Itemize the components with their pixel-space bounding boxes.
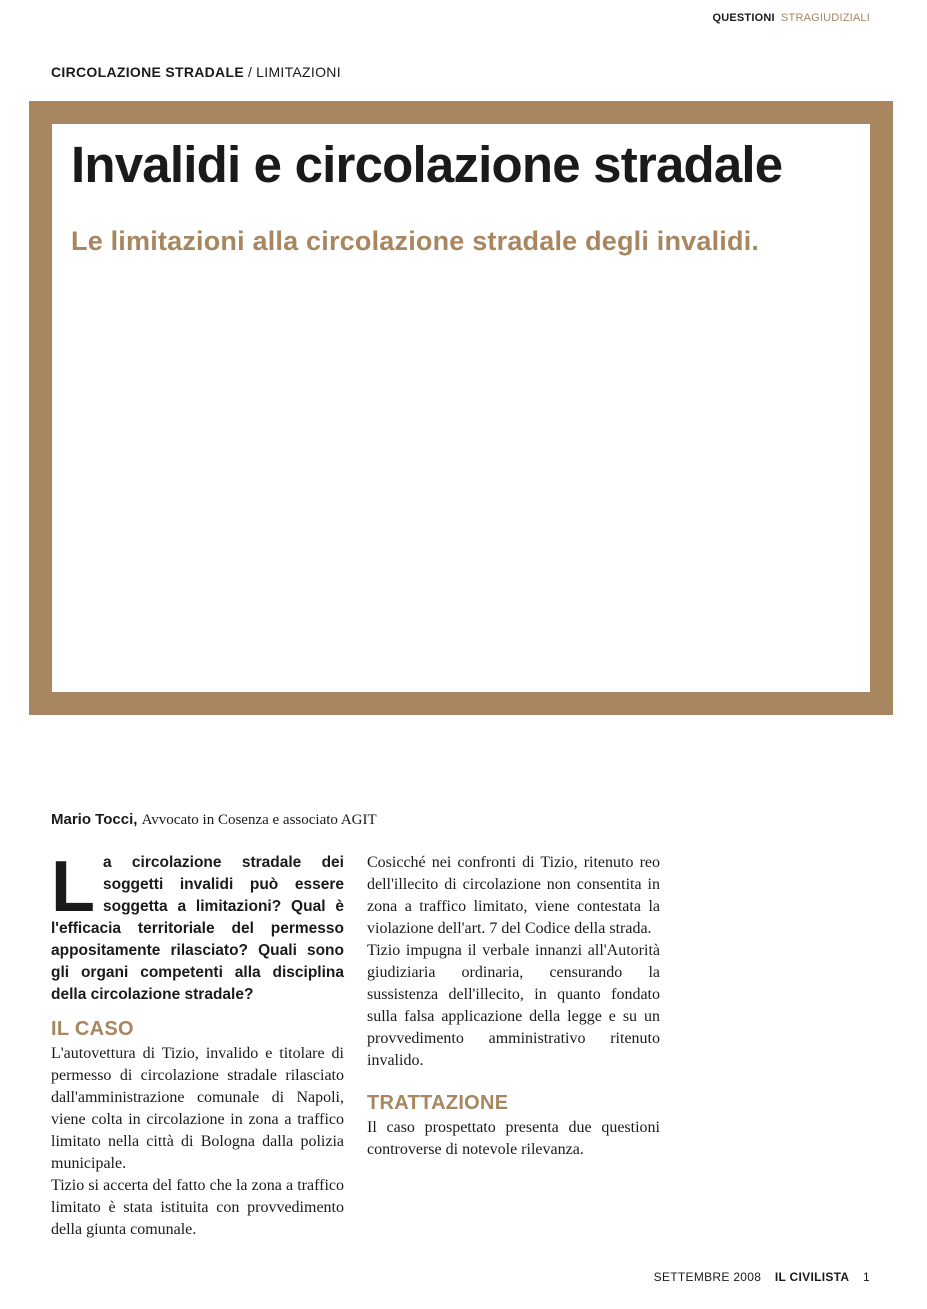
page-footer — [654, 1270, 870, 1284]
article-subtitle: Le limitazioni alla circolazione stradale degli invalidi. — [71, 226, 760, 256]
heading-il-caso: IL CASO — [51, 1018, 134, 1040]
article-title: Invalidi e circolazione stradale — [71, 136, 783, 193]
byline — [51, 811, 377, 829]
title-frame-inner — [52, 124, 870, 692]
running-head — [712, 12, 870, 24]
caso-paragraph-1: L'autovettura di Tizio, invalido e titolare di permesso di circolazione stradale rilasciato dall'amministrazione comunale di Napoli, viene colta in circolazione in zona a traffico limitato nella città di Bologna dalla polizia municipale. — [51, 1045, 344, 1172]
kicker-topic: LIMITAZIONI — [256, 64, 341, 80]
section-kicker — [51, 64, 341, 80]
running-head-secondary: STRAGIUDIZIALI — [781, 12, 870, 24]
drop-cap: L — [51, 847, 95, 927]
kicker-section: CIRCOLAZIONE STRADALE — [51, 64, 244, 80]
column-left — [51, 847, 344, 1241]
kicker-separator: / — [247, 64, 253, 80]
caso-paragraph-3: Cosicché nei confronti di Tizio, ritenuto reo dell'illecito di circolazione non consentita in zona a traffico limitato, viene contestata la violazione dell'art. 7 del Codice della strada. — [367, 854, 660, 937]
footer-issue: SETTEMBRE 2008 — [653, 1270, 762, 1284]
caso-paragraph-4: Tizio impugna il verbale innanzi all'Autorità giudiziaria ordinaria, censurando la sussistenza dell'illecito, in quanto fondato sulla falsa applicazione della legge e su un provvedimento amministrativo ritenuto invalido. — [367, 942, 660, 1069]
byline-affiliation: Avvocato in Cosenza e associato AGIT — [141, 812, 377, 828]
footer-magazine: IL CIVILISTA — [774, 1270, 850, 1284]
trattazione-paragraph-1: Il caso prospettato presenta due questioni controverse di notevole rilevanza. — [367, 1119, 660, 1158]
lead-text: a circolazione stradale dei soggetti invalidi può essere soggetta a limitazioni? Qual è l'efficacia territoriale del permesso appositamente rilasciato? Quali sono gli organi competenti alla disciplina della circolazione stradale? — [51, 854, 344, 1003]
column-right — [367, 852, 660, 1161]
byline-author: Mario Tocci, — [51, 811, 138, 828]
lead-paragraph — [51, 847, 344, 1006]
running-head-primary: QUESTIONI — [712, 12, 775, 24]
heading-trattazione: TRATTAZIONE — [367, 1092, 509, 1114]
title-frame — [29, 101, 893, 715]
footer-page-number: 1 — [863, 1270, 870, 1284]
caso-paragraph-2: Tizio si accerta del fatto che la zona a traffico limitato è stata istituita con provvedimento della giunta comunale. — [51, 1177, 344, 1238]
